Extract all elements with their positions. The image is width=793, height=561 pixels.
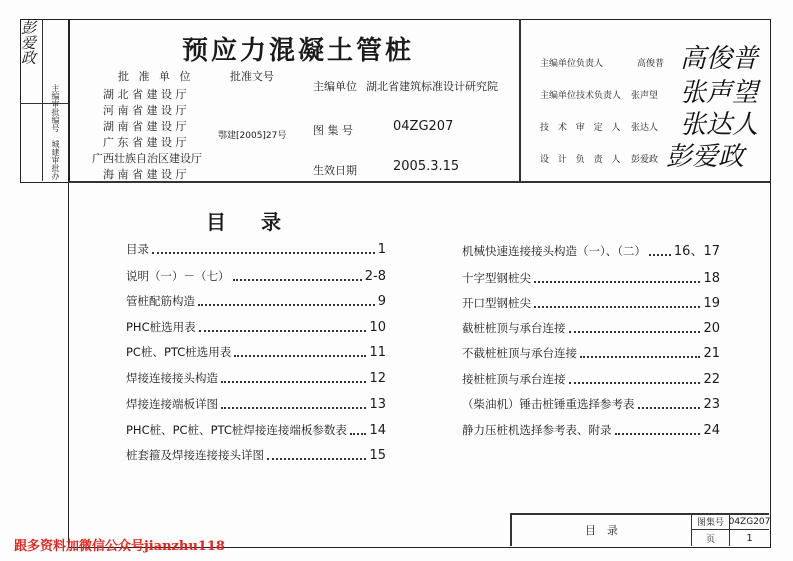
approval-unit-label: 批 准 单 位 bbox=[118, 70, 194, 83]
binding-strip-divider bbox=[42, 19, 43, 181]
toc-entry-title: 截桩桩顶与承台连接 bbox=[462, 321, 566, 335]
footer-atlas-value: 04ZG207 bbox=[728, 516, 771, 527]
toc-leader bbox=[350, 432, 367, 435]
effective-date-value: 2005.3.15 bbox=[393, 159, 460, 174]
toc-entry[interactable] bbox=[462, 270, 720, 286]
responsible-name-2: 张声望 bbox=[631, 91, 659, 101]
toc-entry-title: 焊接连接端板详图 bbox=[126, 397, 218, 411]
toc-entry-title: PHC桩选用表 bbox=[126, 320, 196, 334]
toc-entry-page: 2-8 bbox=[364, 269, 386, 284]
toc-leader bbox=[534, 280, 700, 283]
toc-entry-page: 19 bbox=[703, 296, 720, 311]
toc-entry[interactable] bbox=[462, 371, 720, 387]
toc-leader bbox=[649, 253, 671, 256]
approval-unit-1: 湖 北 省 建 设 厅 bbox=[103, 88, 187, 101]
toc-entry[interactable] bbox=[126, 268, 386, 284]
responsible-role-4: 设 计 负 责 人 bbox=[540, 155, 624, 165]
toc-entry-title: 十字型钢桩尖 bbox=[462, 271, 531, 285]
toc-entry[interactable] bbox=[126, 422, 386, 438]
responsible-signature-2: 张声望 bbox=[680, 78, 759, 108]
responsible-signature-4: 彭爱政 bbox=[666, 142, 745, 172]
toc-entry-title: 管桩配筋构造 bbox=[126, 294, 195, 308]
toc-entry-page: 11 bbox=[369, 345, 386, 360]
toc-entry-page: 13 bbox=[369, 397, 386, 412]
responsible-name-4: 彭爱政 bbox=[631, 155, 659, 165]
toc-entry-page: 9 bbox=[377, 294, 386, 309]
toc-entry-title: （柴油机）锤击桩锤重选择参考表 bbox=[462, 397, 635, 411]
footer-atlas-label: 图集号 bbox=[696, 518, 724, 528]
responsible-name-3: 张达人 bbox=[631, 123, 659, 133]
toc-leader bbox=[221, 380, 366, 383]
watermark-text: 跟多资料加微信公众号jianzhu118 bbox=[14, 539, 225, 554]
approval-unit-2: 河 南 省 建 设 厅 bbox=[103, 104, 187, 117]
page-title: 预应力混凝土管桩 bbox=[182, 36, 415, 66]
approval-unit-4: 广 东 省 建 设 厅 bbox=[103, 136, 187, 149]
responsible-signature-1: 高俊普 bbox=[680, 44, 759, 74]
atlas-number-label: 图 集 号 bbox=[313, 124, 353, 137]
approval-unit-5: 广西壮族自治区建设厅 bbox=[92, 152, 202, 165]
toc-entry-title: 静力压桩机选择参考表、附录 bbox=[462, 423, 612, 437]
toc-entry[interactable] bbox=[126, 370, 386, 386]
footer-title: 目 录 bbox=[585, 524, 618, 537]
side-strip-signature: 彭爱政 bbox=[19, 20, 37, 65]
toc-entry-page: 23 bbox=[703, 397, 720, 412]
toc-leader bbox=[569, 330, 701, 333]
responsible-signature-3: 张达人 bbox=[680, 110, 759, 140]
toc-leader bbox=[152, 251, 375, 254]
toc-entry-page: 21 bbox=[703, 346, 720, 361]
toc-entry[interactable] bbox=[462, 320, 720, 336]
toc-entry-title: 接桩桩顶与承台连接 bbox=[462, 372, 566, 386]
approval-unit-6: 海 南 省 建 设 厅 bbox=[103, 168, 187, 181]
header-vertical-divider bbox=[519, 19, 521, 181]
toc-heading: 目 录 bbox=[206, 210, 295, 234]
toc-leader bbox=[615, 432, 701, 435]
atlas-number-value: 04ZG207 bbox=[393, 119, 454, 134]
approval-unit-3: 湖 南 省 建 设 厅 bbox=[103, 120, 187, 133]
toc-entry-page: 22 bbox=[703, 372, 720, 387]
toc-entry-title: 机械快速连接接头构造（一）、（二） bbox=[462, 244, 646, 258]
toc-leader bbox=[638, 406, 701, 409]
responsible-role-1: 主编单位负责人 bbox=[540, 59, 604, 69]
toc-entry-page: 14 bbox=[369, 423, 386, 438]
toc-leader bbox=[234, 354, 366, 357]
toc-leader bbox=[199, 329, 367, 332]
toc-entry-title: 目录 bbox=[126, 242, 149, 256]
toc-entry-title: 说明（一）－（七） bbox=[126, 269, 230, 283]
toc-entry-title: PC桩、PTC桩选用表 bbox=[126, 345, 232, 359]
toc-entry-page: 10 bbox=[369, 320, 386, 335]
toc-entry[interactable] bbox=[126, 293, 386, 309]
toc-leader bbox=[198, 303, 375, 306]
toc-entry-page: 20 bbox=[703, 321, 720, 336]
toc-entry[interactable] bbox=[462, 422, 720, 438]
toc-entry-page: 24 bbox=[703, 423, 720, 438]
toc-leader bbox=[221, 406, 366, 409]
footer-page-label: 页 bbox=[705, 534, 715, 545]
editor-label: 主编单位 bbox=[313, 80, 357, 93]
toc-entry-page: 15 bbox=[369, 448, 386, 463]
toc-leader bbox=[580, 355, 700, 358]
toc-entry[interactable] bbox=[126, 241, 386, 257]
responsible-role-2: 主编单位技术负责人 bbox=[540, 91, 622, 101]
toc-entry[interactable] bbox=[462, 396, 720, 412]
toc-leader bbox=[569, 381, 701, 384]
footer-page-value: 1 bbox=[746, 532, 753, 544]
toc-entry-title: 不截桩桩顶与承台连接 bbox=[462, 346, 577, 360]
toc-entry[interactable] bbox=[462, 243, 720, 259]
toc-entry[interactable] bbox=[126, 447, 386, 463]
toc-leader bbox=[233, 278, 362, 281]
toc-entry-title: 开口型钢桩尖 bbox=[462, 296, 531, 310]
side-strip-bottom-text: 城建审批办 bbox=[51, 140, 60, 180]
editor-value: 湖北省建筑标准设计研究院 bbox=[366, 80, 498, 93]
toc-entry-page: 16、17 bbox=[673, 244, 720, 259]
toc-entry[interactable] bbox=[462, 345, 720, 361]
toc-entry[interactable] bbox=[126, 319, 386, 335]
toc-entry[interactable] bbox=[126, 344, 386, 360]
side-strip-top-text: 主编审批编号 bbox=[51, 84, 60, 132]
approval-doc-number: 鄂建[2005]27号 bbox=[218, 131, 287, 141]
toc-entry-page: 18 bbox=[703, 271, 720, 286]
toc-entry-page: 1 bbox=[377, 242, 386, 257]
responsible-name-1: 高俊普 bbox=[637, 59, 665, 69]
toc-leader bbox=[267, 457, 366, 460]
toc-entry-page: 12 bbox=[369, 371, 386, 386]
toc-leader bbox=[534, 305, 700, 308]
toc-entry-title: 桩套箍及焊接连接接头详图 bbox=[126, 448, 264, 462]
toc-entry-title: 焊接连接接头构造 bbox=[126, 371, 218, 385]
toc-entry[interactable] bbox=[126, 396, 386, 412]
effective-date-label: 生效日期 bbox=[313, 164, 357, 177]
toc-entry-title: PHC桩、PC桩、PTC桩焊接连接端板参数表 bbox=[126, 423, 347, 437]
toc-entry[interactable] bbox=[462, 295, 720, 311]
responsible-role-3: 技 术 审 定 人 bbox=[540, 123, 624, 133]
approval-doc-label: 批准文号 bbox=[230, 70, 274, 83]
